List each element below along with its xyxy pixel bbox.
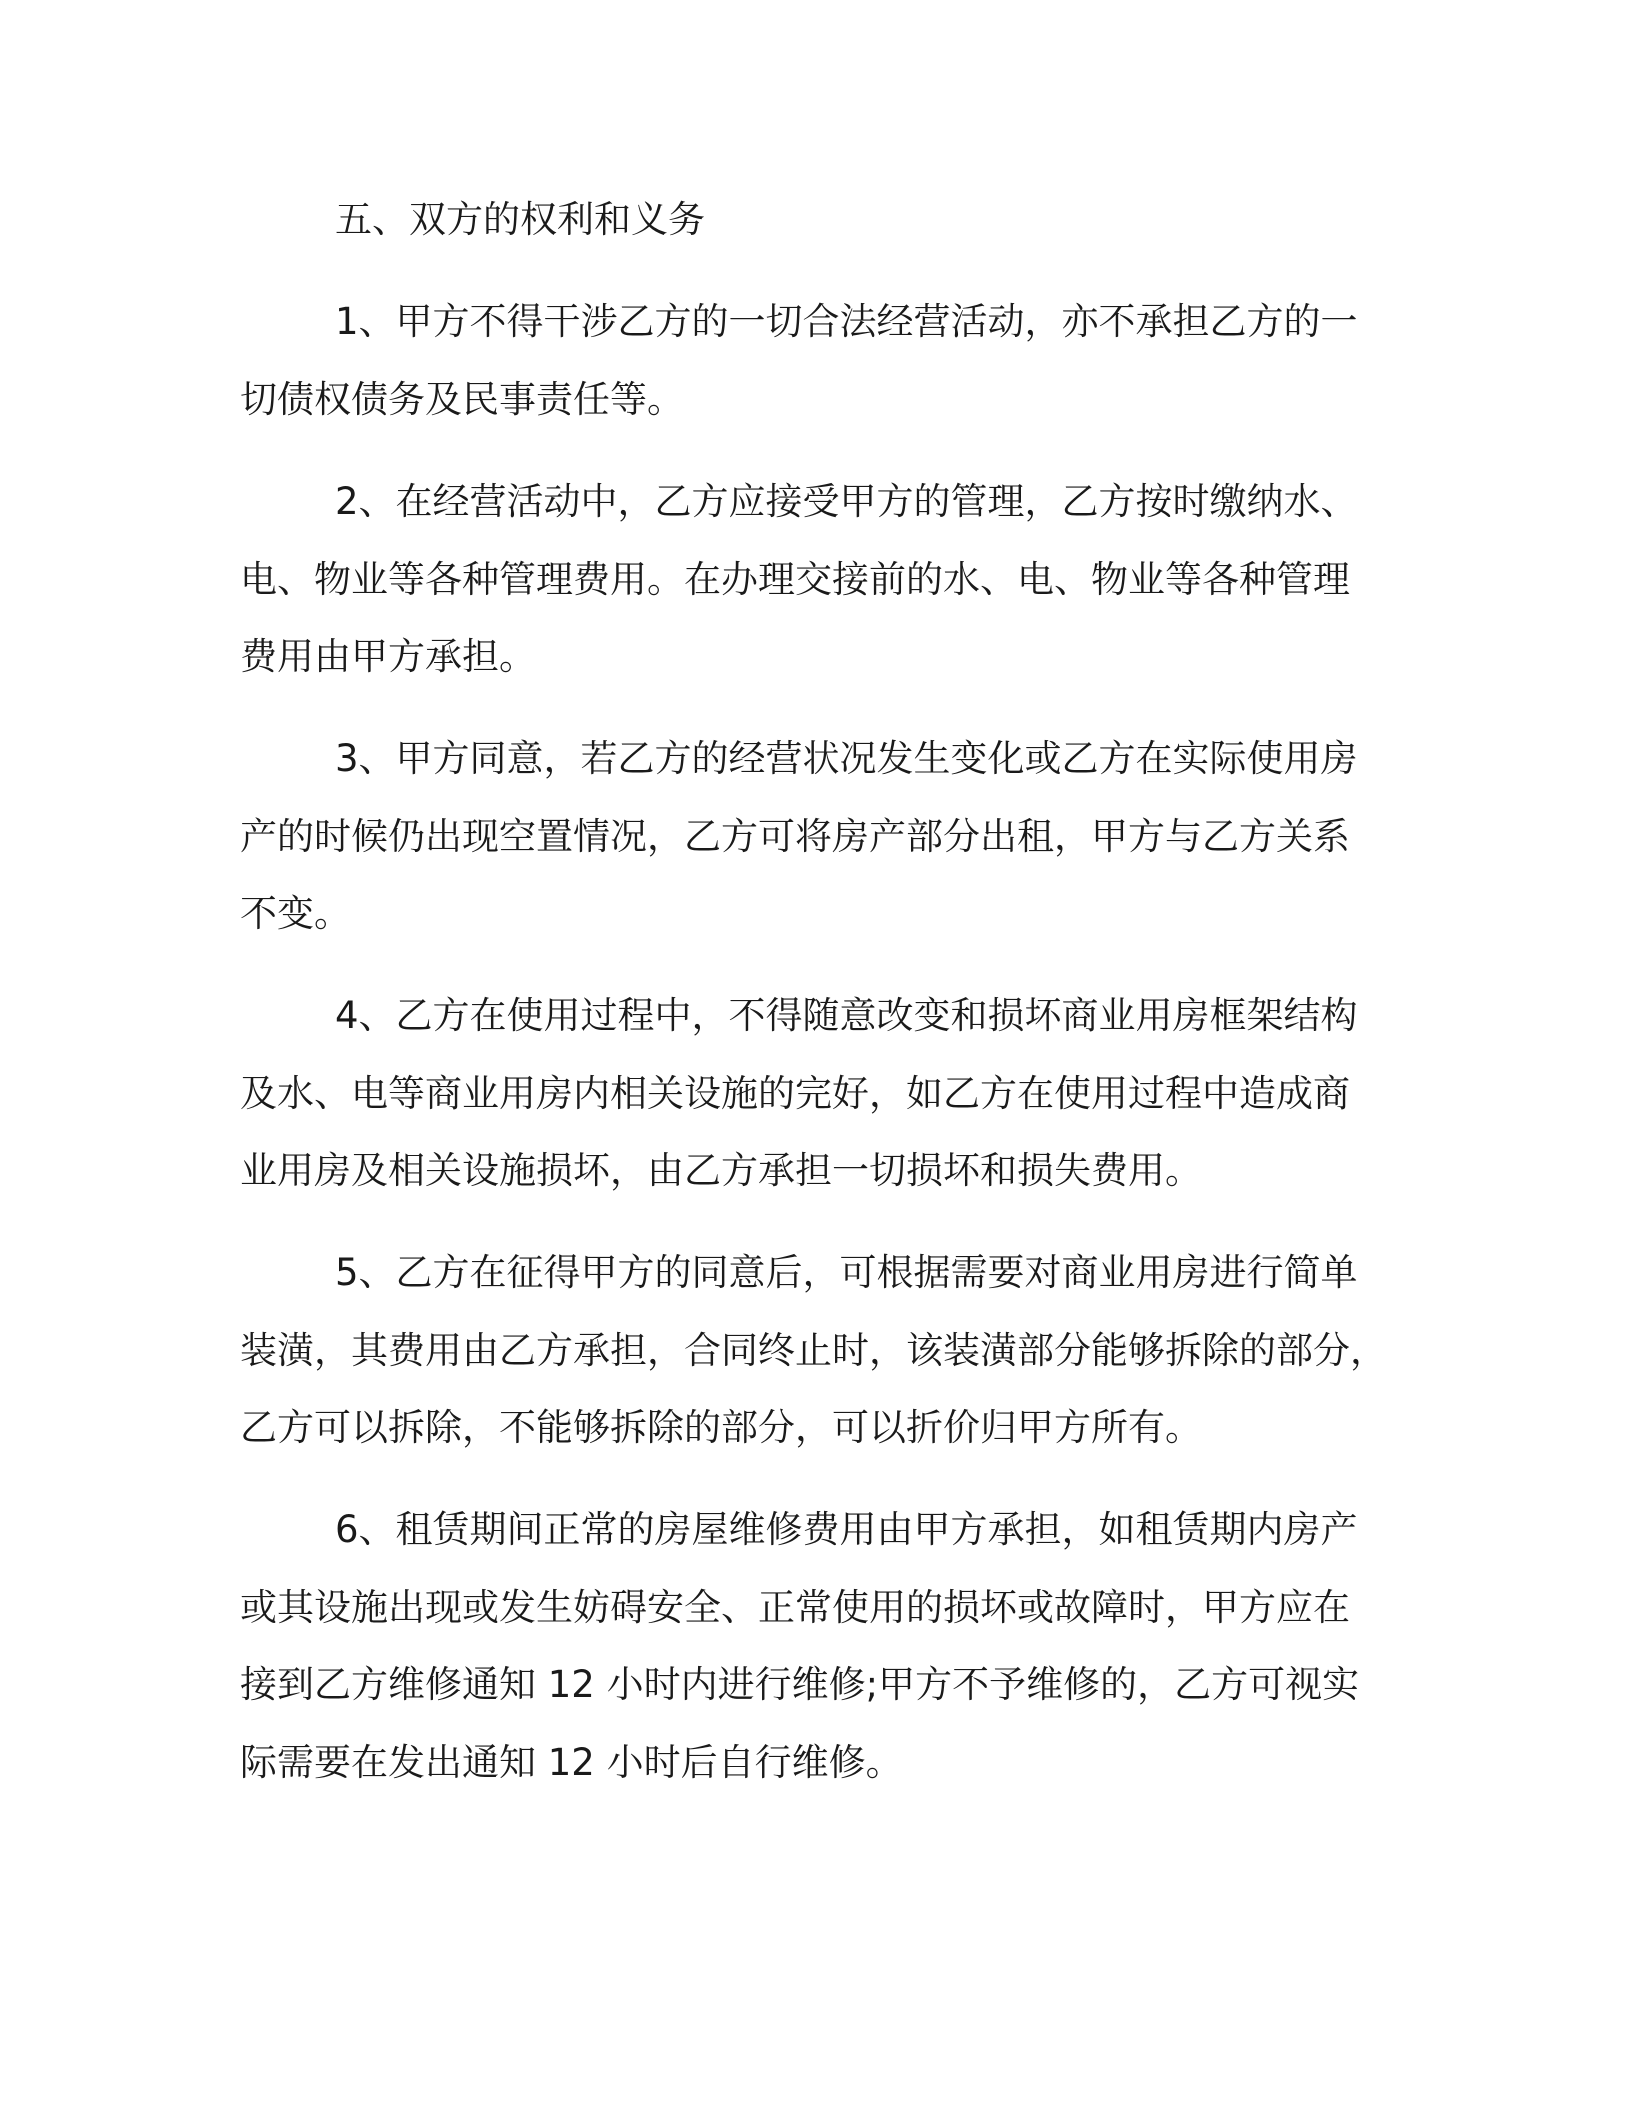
clause-line: 1、甲方不得干涉乙方的一切合法经营活动，亦不承担乙方的一 (335, 300, 1358, 343)
clause-line: 接到乙方维修通知 12 小时内进行维修;甲方不予维修的，乙方可视实 (240, 1663, 1360, 1706)
clause-line: 不变。 (240, 892, 351, 935)
clause-line: 电、物业等各种管理费用。在办理交接前的水、电、物业等各种管理 (240, 557, 1350, 601)
clause-6 (240, 1491, 1359, 1801)
clause-line: 乙方可以拆除，不能够拆除的部分，可以折价归甲方所有。 (240, 1406, 1202, 1449)
clause-4 (240, 977, 1358, 1210)
clause-2 (240, 463, 1358, 696)
clause-line: 2、在经营活动中，乙方应接受甲方的管理，乙方按时缴纳水、 (335, 480, 1358, 523)
clause-line: 及水、电等商业用房内相关设施的完好，如乙方在使用过程中造成商 (240, 1071, 1350, 1115)
clause-line: 际需要在发出通知 12 小时后自行维修。 (240, 1740, 903, 1784)
clause-line: 切债权债务及民事责任等。 (240, 377, 684, 421)
section-heading: 五、双方的权利和义务 (335, 198, 705, 241)
clause-line: 装潢，其费用由乙方承担，合同终止时，该装潢部分能够拆除的部分， (240, 1328, 1387, 1372)
clause-line: 4、乙方在使用过程中，不得随意改变和损坏商业用房框架结构 (335, 994, 1358, 1037)
clause-line: 产的时候仍出现空置情况，乙方可将房产部分出租，甲方与乙方关系 (240, 814, 1350, 858)
clause-3 (240, 720, 1358, 953)
clause-1 (240, 283, 1358, 438)
clause-5 (240, 1234, 1387, 1467)
clause-line: 业用房及相关设施损坏，由乙方承担一切损坏和损失费用。 (240, 1149, 1202, 1192)
clause-line: 费用由甲方承担。 (240, 635, 536, 678)
clause-line: 5、乙方在征得甲方的同意后，可根据需要对商业用房进行简单 (335, 1251, 1358, 1294)
clause-line: 3、甲方同意，若乙方的经营状况发生变化或乙方在实际使用房 (335, 737, 1358, 780)
clause-line: 或其设施出现或发生妨碍安全、正常使用的损坏或故障时，甲方应在 (240, 1585, 1350, 1629)
clause-line: 6、租赁期间正常的房屋维修费用由甲方承担，如租赁期内房产 (335, 1508, 1358, 1551)
